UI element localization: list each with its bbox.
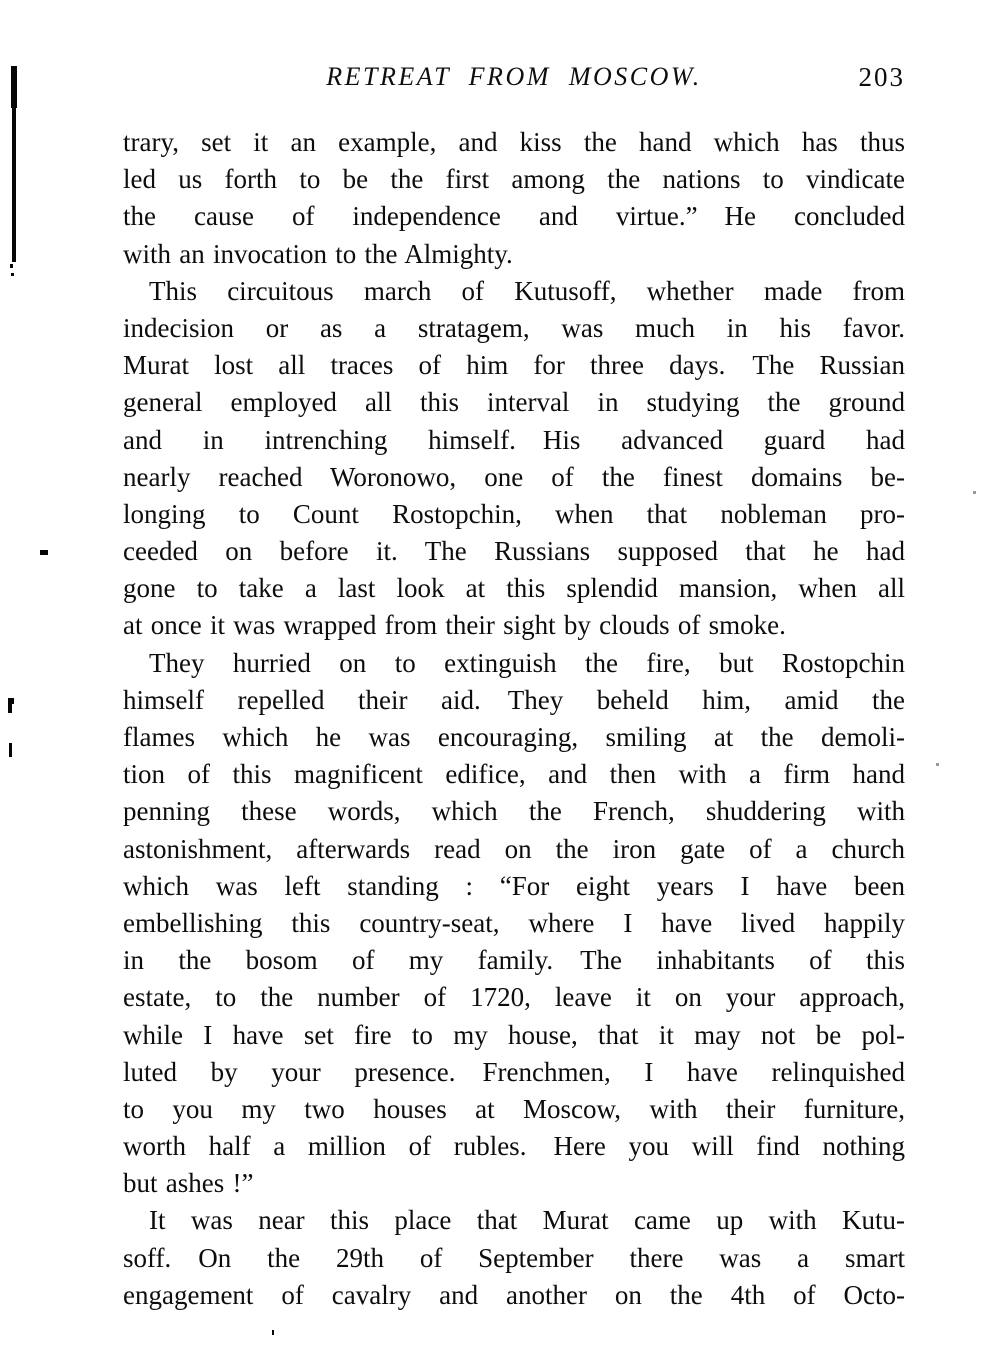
text-line: nearly reached Woronowo, one of the finest domains be- xyxy=(123,461,905,492)
text-line: with an invocation to the Almighty. xyxy=(123,238,513,269)
text-line: Murat lost all traces of him for three days. The Russian xyxy=(123,350,905,381)
text-line: in the bosom of my family. The inhabitants of this xyxy=(123,945,905,976)
running-head xyxy=(123,62,905,96)
scan-speck xyxy=(936,763,939,766)
text-line: engagement of cavalry and another on the 4th of Octo- xyxy=(123,1279,905,1310)
text-line: while I have set fire to my house, that it may not be pol- xyxy=(123,1019,905,1050)
scan-speck xyxy=(9,743,12,757)
text-line: astonishment, afterwards read on the iron gate of a church xyxy=(123,833,905,864)
scan-speck xyxy=(272,1330,274,1335)
text-line: led us forth to be the first among the nations to vindicate xyxy=(123,164,905,195)
scan-speck xyxy=(10,264,13,268)
text-line: but ashes !” xyxy=(123,1168,254,1199)
text-line: the cause of independence and virtue.” He concluded xyxy=(123,201,905,232)
text-line: himself repelled their aid. They beheld him, amid the xyxy=(123,684,905,715)
text-line: They hurried on to extinguish the fire, but Rostopchin xyxy=(149,647,905,678)
text-line: worth half a million of rubles. Here you will find nothing xyxy=(123,1131,905,1162)
text-line: This circuitous march of Kutusoff, whether made from xyxy=(149,275,905,306)
text-line: luted by your presence. Frenchmen, I have relinquished xyxy=(123,1056,905,1087)
page-text xyxy=(123,124,905,1314)
text-line: soff. On the 29th of September there was a smart xyxy=(123,1242,905,1273)
text-line: gone to take a last look at this splendid mansion, when all xyxy=(123,573,905,604)
text-line: tion of this magnificent edifice, and then with a firm hand xyxy=(123,759,905,790)
text-line: which was left standing : “For eight years I have been xyxy=(123,870,905,901)
text-line: and in intrenching himself. His advanced guard had xyxy=(123,424,905,455)
text-line: It was near this place that Murat came up with Kutu- xyxy=(149,1205,905,1236)
text-line: penning these words, which the French, shuddering with xyxy=(123,796,905,827)
scan-speck xyxy=(8,698,14,704)
page-number: 203 xyxy=(858,62,905,92)
text-line: estate, to the number of 1720, leave it on your approach, xyxy=(123,982,905,1013)
text-line: trary, set it an example, and kiss the hand which has thus xyxy=(123,127,905,157)
text-line: general employed all this interval in studying the ground xyxy=(123,387,905,418)
scan-speck xyxy=(973,491,976,494)
text-line: to you my two houses at Moscow, with their furniture, xyxy=(123,1093,905,1124)
scan-speck xyxy=(40,550,48,555)
text-line: indecision or as a stratagem, was much in his favor. xyxy=(123,312,905,343)
text-line: embellishing this country-seat, where I have lived happily xyxy=(123,907,905,938)
text-line: ceeded on before it. The Russians supposed that he had xyxy=(123,536,905,567)
scan-binding-line xyxy=(11,66,17,108)
text-line: flames which he was encouraging, smiling at the demoli- xyxy=(123,722,905,752)
running-header-title: RETREAT FROM MOSCOW. xyxy=(326,62,702,91)
text-line: at once it was wrapped from their sight by clouds of smoke. xyxy=(123,610,786,641)
scan-speck xyxy=(11,273,14,276)
text-line: longing to Count Rostopchin, when that nobleman pro- xyxy=(123,498,905,529)
